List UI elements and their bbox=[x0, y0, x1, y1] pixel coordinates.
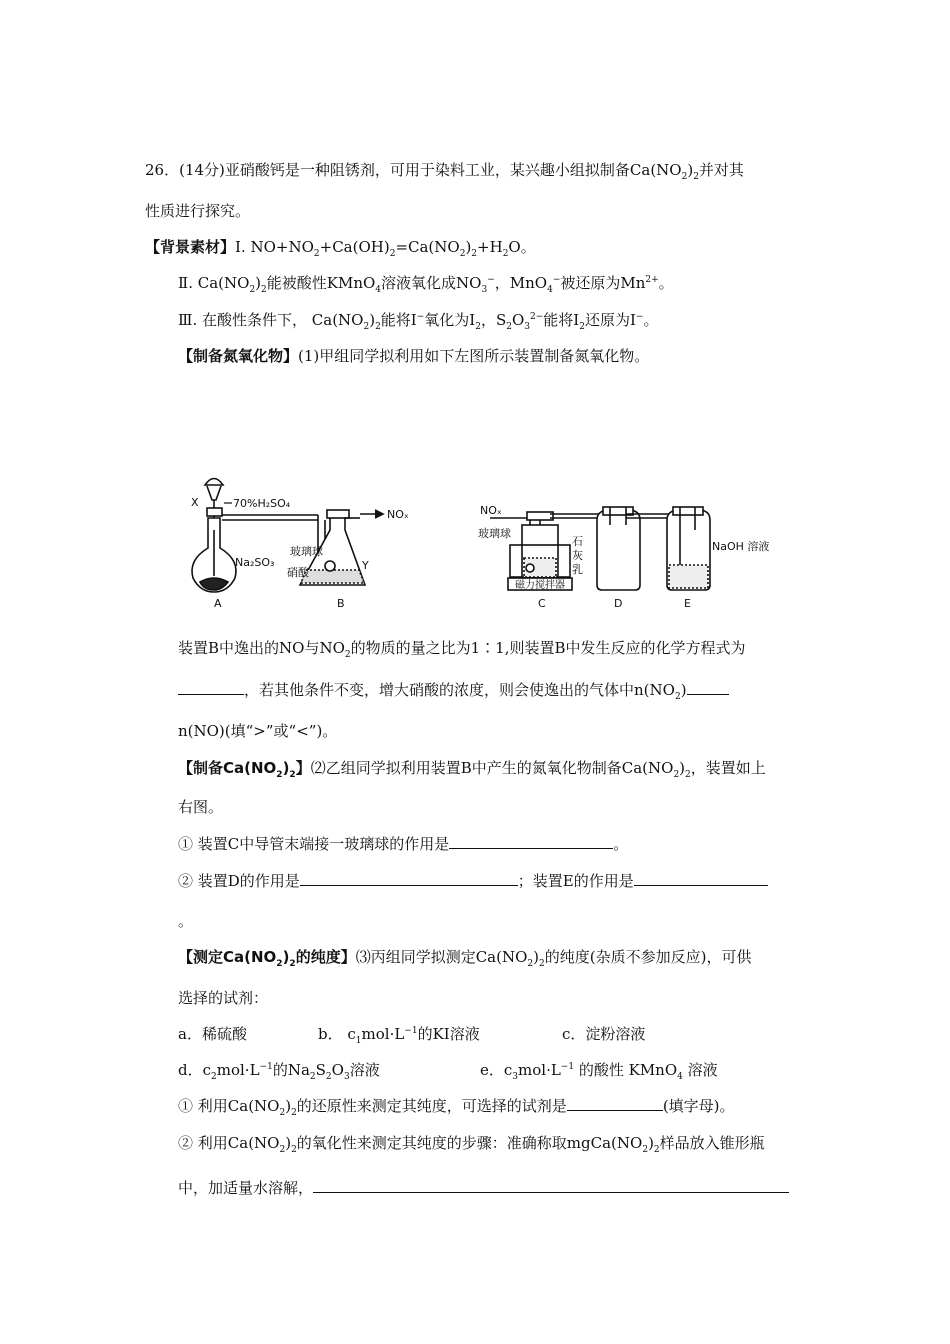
reagent-option-c: c．淀粉溶液 bbox=[562, 1025, 646, 1043]
prep-ca-line2: 右图。 bbox=[178, 798, 224, 816]
prep-nox-line: 【制备氮氧化物】(1)甲组同学拟利用如下左图所示装置制备氮氧化物。 bbox=[178, 347, 650, 365]
answer-blank-device-d[interactable] bbox=[300, 871, 518, 886]
answer-blank-compare[interactable] bbox=[687, 680, 729, 695]
answer-blank-device-e[interactable] bbox=[634, 871, 768, 886]
reagent-option-d: d．$c_2mol\cdot L^{-1}$的$Na_2S_2O_3$溶液 bbox=[178, 1061, 380, 1082]
label-lime-2: 灰 bbox=[572, 549, 583, 562]
answer-blank-reagents[interactable] bbox=[567, 1096, 663, 1111]
question-26-intro-line2: 性质进行探究。 bbox=[145, 202, 251, 220]
prep-ca-line1: 【制备$Ca(NO_2)_2$】⑵乙组同学拟利用装置B中产生的氮氧化物制备$Ca(NO_2)_2$，装置如上 bbox=[178, 759, 766, 780]
section-tag-background: 【背景素材】 bbox=[145, 238, 236, 256]
q1-line3: n(NO)(填“>”或“<”)。 bbox=[178, 722, 338, 740]
apparatus-figure bbox=[0, 470, 950, 610]
label-lime-1: 石 bbox=[572, 535, 583, 548]
label-glass-bead-right: 玻璃球 bbox=[478, 527, 511, 540]
reagent-option-a: a．稀硫酸 bbox=[178, 1025, 247, 1043]
purity-q1: ① 利用$Ca(NO_2)_2$的还原性来测定其纯度，可选择的试剂是 (填字母)。 bbox=[178, 1097, 735, 1118]
label-nox-right: NOₓ bbox=[480, 504, 502, 517]
label-stirrer: 磁力搅拌器 bbox=[515, 580, 565, 591]
prep-ca-q1: ① 装置C中导管末端接一玻璃球的作用是 。 bbox=[178, 835, 629, 853]
purity-line2: 选择的试剂： bbox=[178, 989, 269, 1007]
purity-line1: 【测定$Ca(NO_2)_2$的纯度】⑶丙组同学拟测定$Ca(NO_2)_2$的纯度(杂质不参加反应)，可供 bbox=[178, 948, 752, 969]
label-nox-left: NOₓ bbox=[387, 508, 409, 521]
label-c: C bbox=[538, 597, 546, 610]
label-h2so4: 70%H₂SO₄ bbox=[233, 497, 291, 510]
question-26-intro: 26．(14分)亚硝酸钙是一种阻锈剂，可用于染料工业，某兴趣小组拟制备$Ca(NO_2)_2$并对其 bbox=[145, 161, 744, 182]
answer-blank-glass-bead[interactable] bbox=[449, 834, 613, 849]
background-item-1: 【背景素材】Ⅰ. $NO+NO_2+Ca(OH)_2=Ca(NO_2)_2+H_2O$。 bbox=[145, 238, 536, 259]
apparatus-e bbox=[667, 507, 710, 590]
reagent-option-b: b． $c_1mol\cdot L^{-1}$的KI溶液 bbox=[318, 1025, 480, 1046]
question-number: 26．(14分) bbox=[145, 161, 225, 179]
purity-q2-line2: 中，加适量水溶解， bbox=[178, 1178, 789, 1198]
apparatus-c bbox=[490, 512, 600, 590]
label-naoh: NaOH 溶液 bbox=[712, 540, 770, 553]
label-y: Y bbox=[362, 559, 369, 572]
prep-ca-q2-end: 。 bbox=[178, 912, 194, 930]
label-na2so3: Na₂SO₃ bbox=[235, 556, 275, 569]
section-tag-purity: 【测定$Ca(NO_2)_2$的纯度】 bbox=[178, 948, 356, 969]
background-item-2: Ⅱ. $Ca(NO_2)_2$能被酸性KMnO$_4$溶液氧化成$NO_3^-$，MnO$_4$−被还原为$Mn^{2+}$。 bbox=[178, 274, 674, 295]
label-a: A bbox=[214, 597, 222, 610]
q1-line1: 装置B中逸出的NO与$NO_2$的物质的量之比为1∶1,则装置B中发生反应的化学方程式为 bbox=[178, 639, 746, 660]
answer-blank-steps[interactable] bbox=[313, 1178, 789, 1193]
label-lime-3: 乳 bbox=[572, 563, 583, 576]
label-nitric-acid: 硝酸 bbox=[287, 566, 309, 579]
prep-ca-q2: ② 装置D的作用是 ；装置E的作用是 bbox=[178, 871, 768, 891]
section-tag-prep-ca: 【制备$Ca(NO_2)_2$】 bbox=[178, 759, 311, 780]
label-glass-bead-left: 玻璃球 bbox=[290, 545, 323, 558]
label-b: B bbox=[337, 597, 345, 610]
answer-blank-equation[interactable] bbox=[178, 680, 244, 695]
reagent-option-e: e．$c_3mol\cdot L^{-1}$ 的酸性 KMnO$_4$ 溶液 bbox=[480, 1061, 718, 1082]
section-tag-prep-nox: 【制备氮氧化物】 bbox=[178, 347, 299, 365]
label-e: E bbox=[684, 597, 691, 610]
label-x: X bbox=[191, 496, 199, 509]
label-d: D bbox=[614, 597, 623, 610]
background-item-3: Ⅲ. 在酸性条件下， $Ca(NO_2)_2$能将I−氧化为$I_2$，$S_2O_3^{2-}$能将$I_2$还原为I−。 bbox=[178, 311, 659, 332]
q1-line2: ，若其他条件不变，增大硝酸的浓度，则会使逸出的气体中$n(NO_2)$ bbox=[178, 680, 729, 700]
purity-q2: ② 利用$Ca(NO_2)_2$的氧化性来测定其纯度的步骤：准确称取$mgCa(NO_2)_2$样品放入锥形瓶 bbox=[178, 1134, 765, 1155]
